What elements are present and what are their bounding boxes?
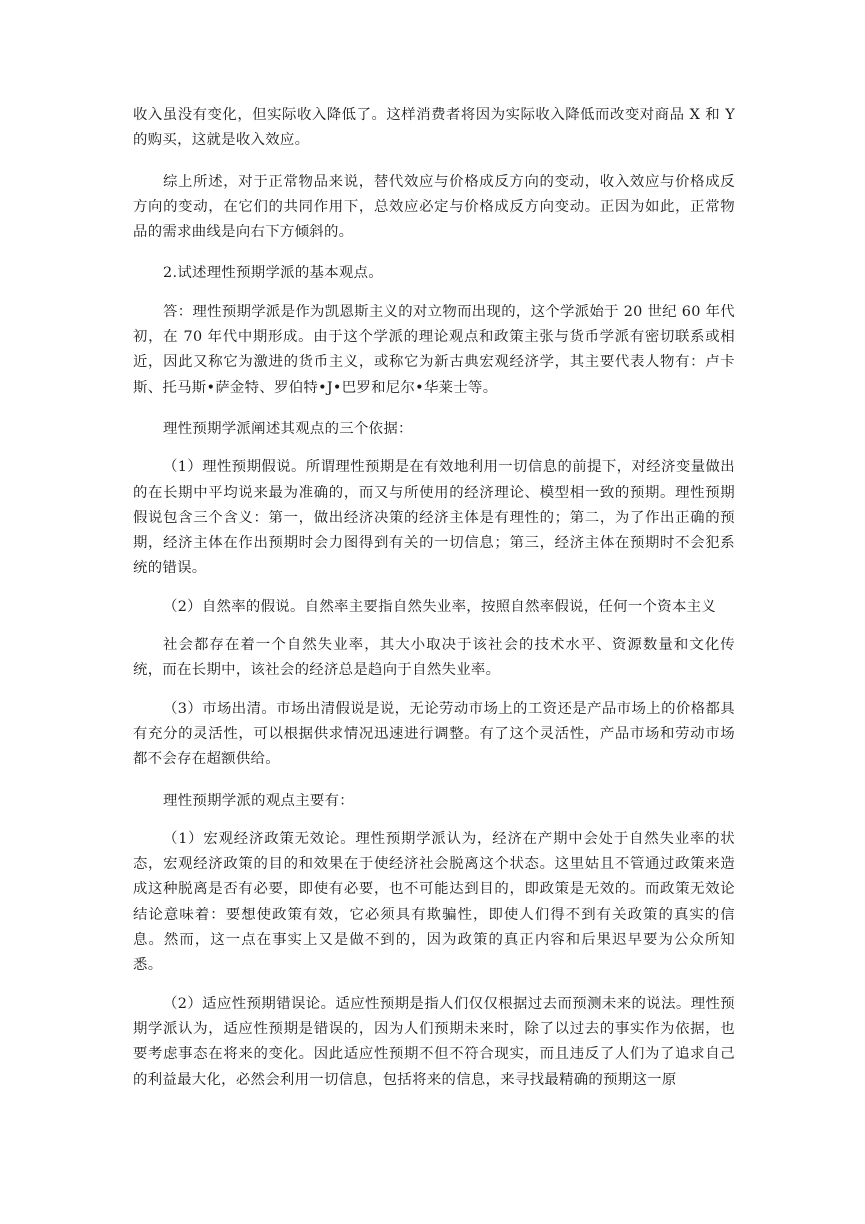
paragraph-natural-rate-continued: 社会都存在着一个自然失业率，其大小取决于该社会的技术水平、资源数量和文化传统，而在长期中，该社会的经济总是趋向于自然失业率。 [133, 637, 735, 679]
paragraph-income-effect-end: 收入虽没有变化，但实际收入降低了。这样消费者将因为实际收入降低而改变对商品 X 和 Y 的购买，这就是收入效应。 [133, 107, 735, 149]
paragraph-market-clearing: （3）市场出清。市场出清假说是说，无论劳动市场上的工资还是产品市场上的价格都具有充分的灵活性，可以根据供求情况迅速进行调整。有了这个灵活性，产品市场和劳动市场都不会存在超额供给。 [133, 700, 735, 768]
paragraph-answer-intro: 答：理性预期学派是作为凯恩斯主义的对立物而出现的，这个学派始于 20 世纪 60 年代初，在 70 年代中期形成。由于这个学派的理论观点和政策主张与货币学派有密切联系或相近，因此又称它为激进的货币主义，或称它为新古典宏观经济学，其主要代表人物有：卢卡斯、托马斯•萨金特、罗伯特•J•巴罗和尼尔•华莱士等。 [133, 303, 735, 396]
paragraph-summary: 综上所述，对于正常物品来说，替代效应与价格成反方向的变动，收入效应与价格成反方向的变动，在它们的共同作用下，总效应必定与价格成反方向变动。正因为如此，正常物品的需求曲线是向右下方倾斜的。 [133, 173, 735, 241]
paragraph-policy-ineffectiveness: （1）宏观经济政策无效论。理性预期学派认为，经济在产期中会处于自然失业率的状态，宏观经济政策的目的和效果在于使经济社会脱离这个状态。这里姑且不管通过政策来造成这种脱离是否有必要，即使有必要，也不可能达到目的，即政策是无效的。而政策无效论结论意味着：要想使政策有效，它必须具有欺骗性，即使人们得不到有关政策的真实的信息。然而，这一点在事实上又是做不到的，因为政策的真正内容和后果迟早要为公众所知悉。 [133, 830, 735, 974]
paragraph-main-views: 理性预期学派的观点主要有： [163, 792, 354, 809]
paragraph-natural-rate: （2）自然率的假说。自然率主要指自然失业率，按照自然率假说，任何一个资本主义 [163, 598, 717, 615]
paragraph-rational-expectations: （1）理性预期假说。所谓理性预期是在有效地利用一切信息的前提下，对经济变量做出的在长期中平均说来最为准确的，而又与所使用的经济理论、模型相一致的预期。理性预期假说包含三个含义：第一，做出经济决策的经济主体是有理性的；第二，为了作出正确的预期，经济主体在作出预期时会力图得到有关的一切信息；第三，经济主体在预期时不会犯系统的错误。 [133, 459, 735, 577]
document-page [133, 103, 735, 1093]
paragraph-adaptive-expectations: （2）适应性预期错误论。适应性预期是指人们仅仅根据过去而预测未来的说法。理性预期学派认为，适应性预期是错误的，因为人们预期未来时，除了以过去的事实作为依据，也要考虑事态在将来的变化。因此适应性预期不但不符合现实，而且违反了人们为了追求自己的利益最大化，必然会利用一切信息，包括将来的信息，来寻找最精确的预期这一原 [133, 995, 735, 1088]
question-heading: 2.试述理性预期学派的基本观点。 [163, 265, 383, 282]
paragraph-three-bases: 理性预期学派阐述其观点的三个依据： [163, 420, 413, 437]
